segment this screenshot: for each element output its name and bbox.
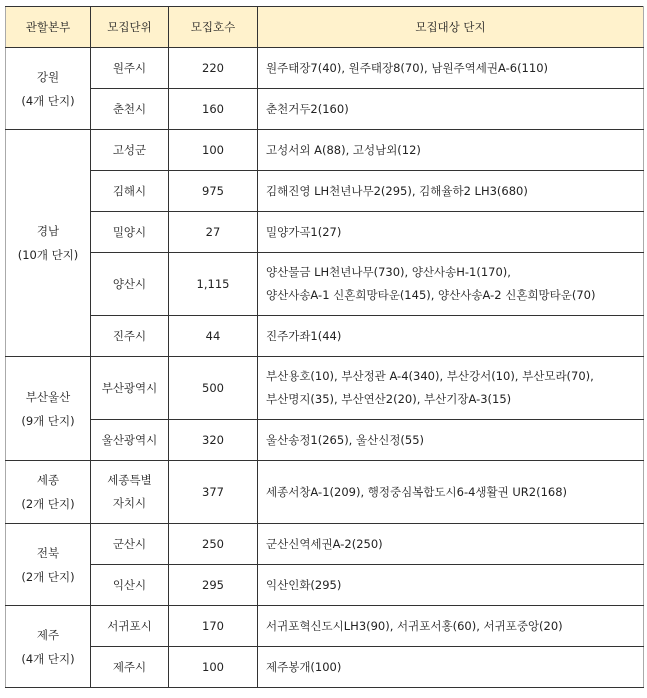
unit-cell: [91, 420, 169, 461]
unit-cell: [91, 48, 169, 89]
unit-name: 부산광역시: [101, 380, 158, 395]
unit-name: 양산시: [112, 276, 147, 291]
targets-cell: [258, 357, 644, 420]
targets-cell: [258, 89, 644, 130]
region-cell: [6, 524, 91, 606]
targets-cell: [258, 171, 644, 212]
region-name: 강원: [36, 69, 60, 84]
target-line: 김해진영 LH천년나무2(295), 김해율하2 LH3(680): [266, 183, 528, 198]
unit-name: 익산시: [112, 577, 147, 592]
homes-cell: 100: [169, 647, 258, 688]
homes-cell: 100: [169, 130, 258, 171]
unit-name: 제주시: [112, 659, 147, 674]
unit-cell: [91, 357, 169, 420]
unit-cell: [91, 606, 169, 647]
region-name: 제주: [36, 627, 60, 642]
unit-name: 진주시: [112, 328, 147, 343]
region-cell: [6, 130, 91, 357]
unit-name: 원주시: [112, 60, 147, 75]
region-name: 부산울산: [25, 389, 71, 404]
target-line: 부산용호(10), 부산정관 A-4(340), 부산강서(10), 부산모라(70),: [266, 369, 594, 383]
table-row: [6, 48, 644, 89]
homes-cell: 975: [169, 171, 258, 212]
region-count: (10개 단지): [17, 248, 79, 262]
homes-cell: 320: [169, 420, 258, 461]
target-line: 서귀포혁신도시LH3(90), 서귀포서홍(60), 서귀포중앙(20): [266, 618, 563, 633]
table-row: [6, 606, 644, 647]
region-cell: [6, 357, 91, 461]
table-row: [6, 89, 644, 130]
target-line: 양산물금 LH천년나무(730), 양산사송H-1(170),: [266, 265, 511, 279]
homes-cell: 500: [169, 357, 258, 420]
homes-cell: 1,115: [169, 253, 258, 316]
region-name: 세종: [36, 473, 60, 487]
target-line: 밀양가곡1(27): [266, 224, 342, 239]
target-line: 제주봉개(100): [266, 659, 342, 674]
target-line: 양산사송A-1 신혼희망타운(145), 양산사송A-2 신혼희망타운(70): [266, 288, 596, 302]
targets-cell: [258, 48, 644, 89]
targets-cell: [258, 316, 644, 357]
unit-name: 밀양시: [112, 224, 147, 239]
unit-name: 김해시: [112, 183, 147, 198]
targets-cell: [258, 212, 644, 253]
table-row: [6, 171, 644, 212]
unit-name-line2: 자치시: [112, 496, 147, 510]
homes-cell: 170: [169, 606, 258, 647]
target-line: 진주가좌1(44): [266, 328, 342, 343]
table-row: [6, 461, 644, 524]
region-count: (4개 단지): [21, 651, 75, 666]
targets-cell: [258, 130, 644, 171]
unit-cell: [91, 89, 169, 130]
unit-name: 춘천시: [112, 101, 147, 116]
homes-cell: 27: [169, 212, 258, 253]
recruitment-table: [5, 6, 644, 688]
targets-cell: [258, 606, 644, 647]
region-name: 경남: [36, 224, 60, 238]
homes-cell: 377: [169, 461, 258, 524]
header-unit: 모집단위: [91, 7, 169, 48]
targets-cell: [258, 461, 644, 524]
table-row: [6, 357, 644, 420]
unit-name: 울산광역시: [101, 432, 158, 447]
homes-cell: 250: [169, 524, 258, 565]
region-count: (2개 단지): [21, 497, 75, 511]
table-row: [6, 253, 644, 316]
table-header-row: [6, 7, 644, 48]
unit-name: 군산시: [112, 536, 147, 551]
target-line: 군산신역세권A-2(250): [266, 536, 383, 551]
region-count: (4개 단지): [21, 93, 75, 108]
targets-cell: [258, 420, 644, 461]
targets-cell: [258, 524, 644, 565]
target-line: 세종서창A-1(209), 행정중심복합도시6-4생활권 UR2(168): [266, 484, 568, 499]
unit-name: 세종특별: [107, 473, 152, 487]
unit-cell: [91, 253, 169, 316]
region-count: (2개 단지): [21, 569, 75, 584]
targets-cell: [258, 565, 644, 606]
header-region: 관할본부: [6, 7, 91, 48]
unit-cell: [91, 565, 169, 606]
unit-cell: [91, 461, 169, 524]
header-targets: 모집대상 단지: [258, 7, 644, 48]
region-cell: [6, 48, 91, 130]
unit-name: 서귀포시: [107, 618, 152, 633]
table-row: [6, 647, 644, 688]
header-homes: 모집호수: [169, 7, 258, 48]
region-count: (9개 단지): [21, 413, 75, 428]
unit-cell: [91, 524, 169, 565]
target-line: 원주태장7(40), 원주태장8(70), 남원주역세권A-6(110): [266, 60, 548, 75]
unit-cell: [91, 647, 169, 688]
target-line: 익산인화(295): [266, 577, 342, 592]
homes-cell: 295: [169, 565, 258, 606]
unit-name: 고성군: [112, 142, 147, 157]
target-line: 춘천거두2(160): [266, 101, 349, 116]
region-cell: [6, 461, 91, 524]
table-row: [6, 420, 644, 461]
target-line: 부산명지(35), 부산연산2(20), 부산기장A-3(15): [266, 392, 512, 406]
homes-cell: 160: [169, 89, 258, 130]
region-name: 전북: [36, 545, 60, 560]
table-row: [6, 524, 644, 565]
table-row: [6, 130, 644, 171]
unit-cell: [91, 130, 169, 171]
table-row: [6, 316, 644, 357]
table-row: [6, 212, 644, 253]
targets-cell: [258, 253, 644, 316]
unit-cell: [91, 212, 169, 253]
targets-cell: [258, 647, 644, 688]
target-line: 울산송정1(265), 울산신정(55): [266, 432, 425, 447]
unit-cell: [91, 171, 169, 212]
table-row: [6, 565, 644, 606]
homes-cell: 220: [169, 48, 258, 89]
homes-cell: 44: [169, 316, 258, 357]
unit-cell: [91, 316, 169, 357]
region-cell: [6, 606, 91, 688]
target-line: 고성서외 A(88), 고성남외(12): [266, 142, 421, 157]
